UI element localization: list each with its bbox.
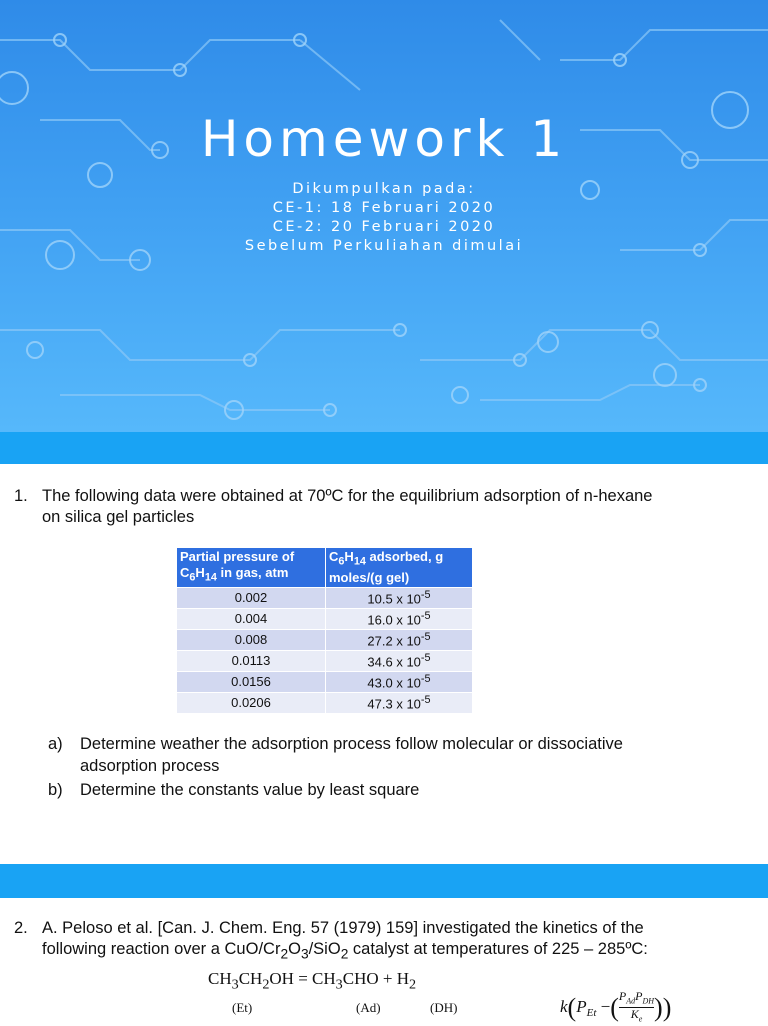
table-row: 0.004 16.0 x $10^{-5}$ [177,608,473,629]
label-et: (Et) [232,1000,253,1015]
table-row: 0.0206 47.3 x $10^{-5}$ [177,692,473,713]
adsorption-data-table [176,547,473,714]
table-row: 0.0156 43.0 x $10^{-5}$ [177,671,473,692]
slide-divider-band [0,432,768,464]
submission-ce2: CE-2: 20 Februari 2020 [272,219,496,235]
question-1a: a) Determine weather the adsorption process follow molecular or dissociative adsorption process [48,735,623,775]
slide-divider-band-2 [0,864,768,898]
question-2-number: 2. [14,919,28,937]
question-1-number: 1. [14,487,28,505]
reaction-equation: $CH_3CH_2OH = CH_3CHO + H_2$ [208,969,417,993]
table-header-adsorbed: $C_6H_{14}$ adsorbed, g moles/(g gel) [326,548,473,588]
slide-title: Homework 1 [200,110,568,168]
question-1-line2: on silica gel particles [42,508,195,526]
question-2-line1: A. Peloso et al. [Can. J. Chem. Eng. 57 (1979) 159] investigated the kinetics of the [42,919,644,937]
question-1b: b) Determine the constants value by least square [48,781,420,799]
question-2-line2: following reaction over a CuO/$Cr_2O_3/SiO_2$ catalyst at temperatures of 225 – 285ºC: [42,940,648,962]
title-slide [0,0,768,432]
submission-note: Sebelum Perkuliahan dimulai [244,238,524,254]
question-1-line1: The following data were obtained at 70ºC for the equilibrium adsorption of n-hexane [42,487,653,505]
circuit-background [0,0,768,432]
question-2-text [14,918,648,964]
label-ad: (Ad) [356,1000,381,1015]
rate-expression: $k(P_{Et}$ −( $P_{Ad}P_{DH}$ $K_e$ )) [560,989,672,1024]
table-header-pressure: Partial pressure of $C_6H_{14}$ in gas, atm [177,548,326,588]
table-row: 0.008 27.2 x $10^{-5}$ [177,629,473,650]
label-dh: (DH) [430,1000,458,1015]
submission-heading: Dikumpulkan pada: [292,181,476,197]
question-1-text [14,486,652,528]
submission-ce1: CE-1: 18 Februari 2020 [272,200,496,216]
table-row: 0.0113 34.6 x $10^{-5}$ [177,650,473,671]
table-row: 0.002 10.5 x $10^{-5}$ [177,587,473,608]
